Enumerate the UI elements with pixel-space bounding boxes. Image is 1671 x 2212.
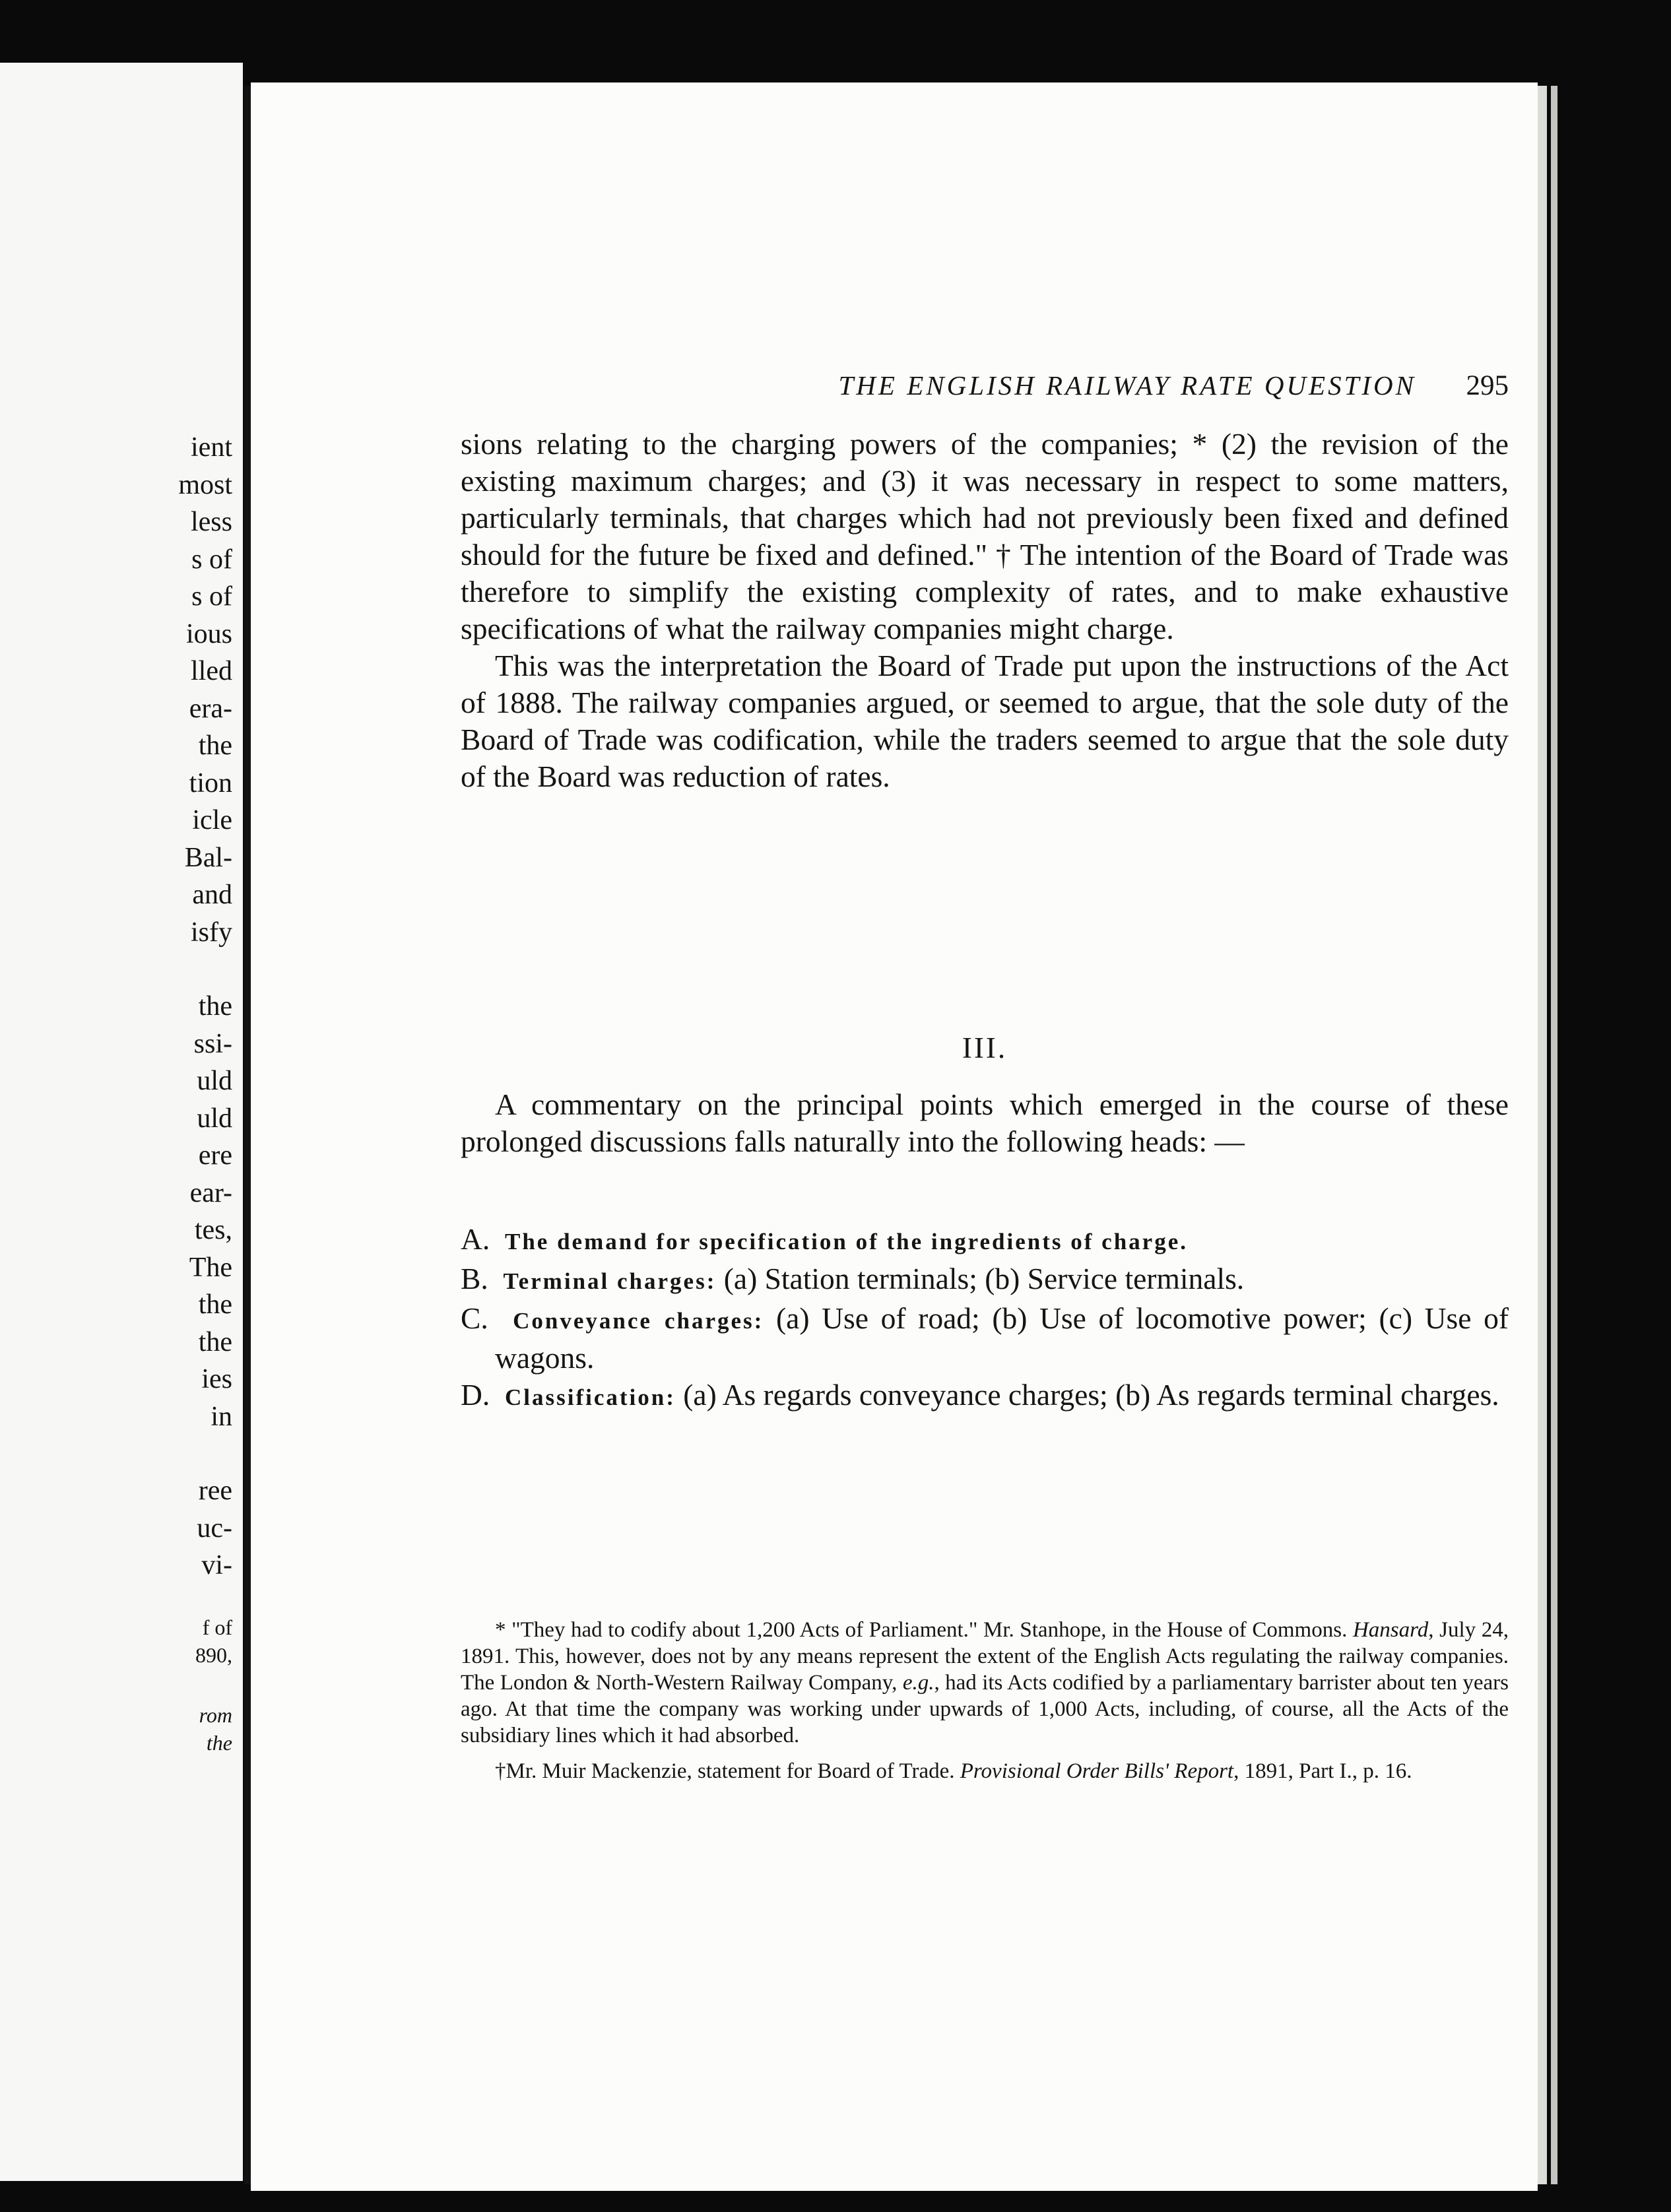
facing-page-fragment: most — [178, 469, 232, 500]
facing-page-fragment: less — [191, 507, 232, 537]
running-head — [461, 370, 1509, 409]
facing-page-fragment: the — [206, 1731, 232, 1755]
facing-page-fragment: lled — [191, 656, 232, 686]
page-number: 295 — [1466, 370, 1509, 401]
facing-page-fragment: ious — [185, 618, 232, 649]
facing-page-fragment: ssi- — [193, 1028, 232, 1059]
running-title: THE ENGLISH RAILWAY RATE QUESTION — [838, 370, 1416, 401]
head-b: B. Terminal charges: (a) Station terminals; (b) Service terminals. — [461, 1262, 1245, 1295]
facing-page-fragment: s of — [191, 581, 232, 612]
facing-page-fragment: isfy — [191, 917, 232, 948]
head-d: D. Classification: (a) As regards conveyance charges; (b) As regards terminal charges. — [461, 1378, 1499, 1412]
footnote-asterisk: * "They had to codify about 1,200 Acts of Parliament." Mr. Stanhope, in the House of Commons. Hansard, July 24, 1891. This, however, does not by any means represent the extent of the English Acts regulating the railway companies. The London & North-Western Railway Company, e.g., had its Acts codified by a parliamentary barrister about ten years ago. At that time the company was working under upwards of 1,000 Acts, including, of course, all the Acts of the subsidiary lines which it had absorbed. — [461, 1618, 1509, 1747]
facing-page-fragment: the — [198, 991, 232, 1022]
facing-page-fragment: rom — [199, 1703, 232, 1727]
page-edge — [1551, 86, 1557, 2184]
head-a: A. The demand for specification of the ingredients of charge. — [461, 1222, 1188, 1256]
facing-page-fragment: the — [198, 1326, 232, 1357]
footnotes — [461, 1617, 1509, 1784]
facing-page-fragment: uld — [197, 1103, 232, 1134]
facing-page-fragment: s of — [191, 544, 232, 575]
facing-page-fragment: 890, — [195, 1643, 232, 1667]
facing-page-fragment: ear- — [189, 1177, 232, 1208]
book-page — [251, 82, 1538, 2191]
intro-paragraph: A commentary on the principal points which emerged in the course of these prolonged discussions falls naturally into the following heads: — — [461, 1088, 1509, 1158]
footnote-dagger: †Mr. Muir Mackenzie, statement for Board of Trade. Provisional Order Bills' Report, 1891, Part I., p. 16. — [495, 1759, 1412, 1783]
facing-page-fragment: uc- — [197, 1513, 232, 1544]
section-three — [461, 1029, 1509, 1160]
facing-page — [0, 63, 243, 2181]
facing-page-fragment: the — [198, 731, 232, 761]
facing-page-fragment: era- — [189, 693, 232, 724]
facing-page-fragment: ree — [198, 1476, 232, 1506]
facing-page-fragment: tion — [189, 767, 232, 798]
page-edge — [1538, 86, 1547, 2184]
paragraph: This was the interpretation the Board of Trade put upon the instructions of the Act of 1888. The railway companies argued, or seemed to argue, that the sole duty of the Board of Trade was codification, while the traders seemed to argue that the sole duty of the Board was reduction of rates. — [461, 649, 1509, 793]
section-heading: III. — [962, 1031, 1008, 1064]
facing-page-fragment: ies — [201, 1364, 232, 1394]
facing-page-fragment: vi- — [201, 1550, 232, 1580]
facing-page-fragment: the — [198, 1289, 232, 1320]
heads-list — [461, 1221, 1509, 1416]
facing-page-fragment: tes, — [194, 1215, 232, 1245]
paragraph-continued: sions relating to the charging powers of the companies; * (2) the revision of the existing maximum charges; and (3) it was necessary in respect to some matters, particularly terminals, that charges which had not previously been fixed and defined should for the future be fixed and defined." † The intention of the Board of Trade was therefore to simplify the existing complexity of rates, and to make exhaustive specifications of what the railway companies might charge. — [461, 427, 1509, 645]
head-c: C. Conveyance charges: (a) Use of road; (b) Use of locomotive power; (c) Use of wagons. — [461, 1301, 1509, 1375]
facing-page-fragment: and — [192, 880, 232, 910]
page-gutter — [244, 86, 251, 2184]
facing-page-fragment: ient — [191, 432, 232, 463]
facing-page-fragment: in — [211, 1401, 232, 1432]
facing-page-fragment: uld — [197, 1066, 232, 1096]
facing-page-fragment: f of — [202, 1615, 232, 1639]
facing-page-fragment: ere — [198, 1140, 232, 1171]
facing-page-fragment: icle — [192, 805, 232, 835]
facing-page-fragment: The — [189, 1252, 232, 1283]
body-text — [461, 426, 1509, 795]
facing-page-fragment: Bal- — [184, 842, 232, 873]
